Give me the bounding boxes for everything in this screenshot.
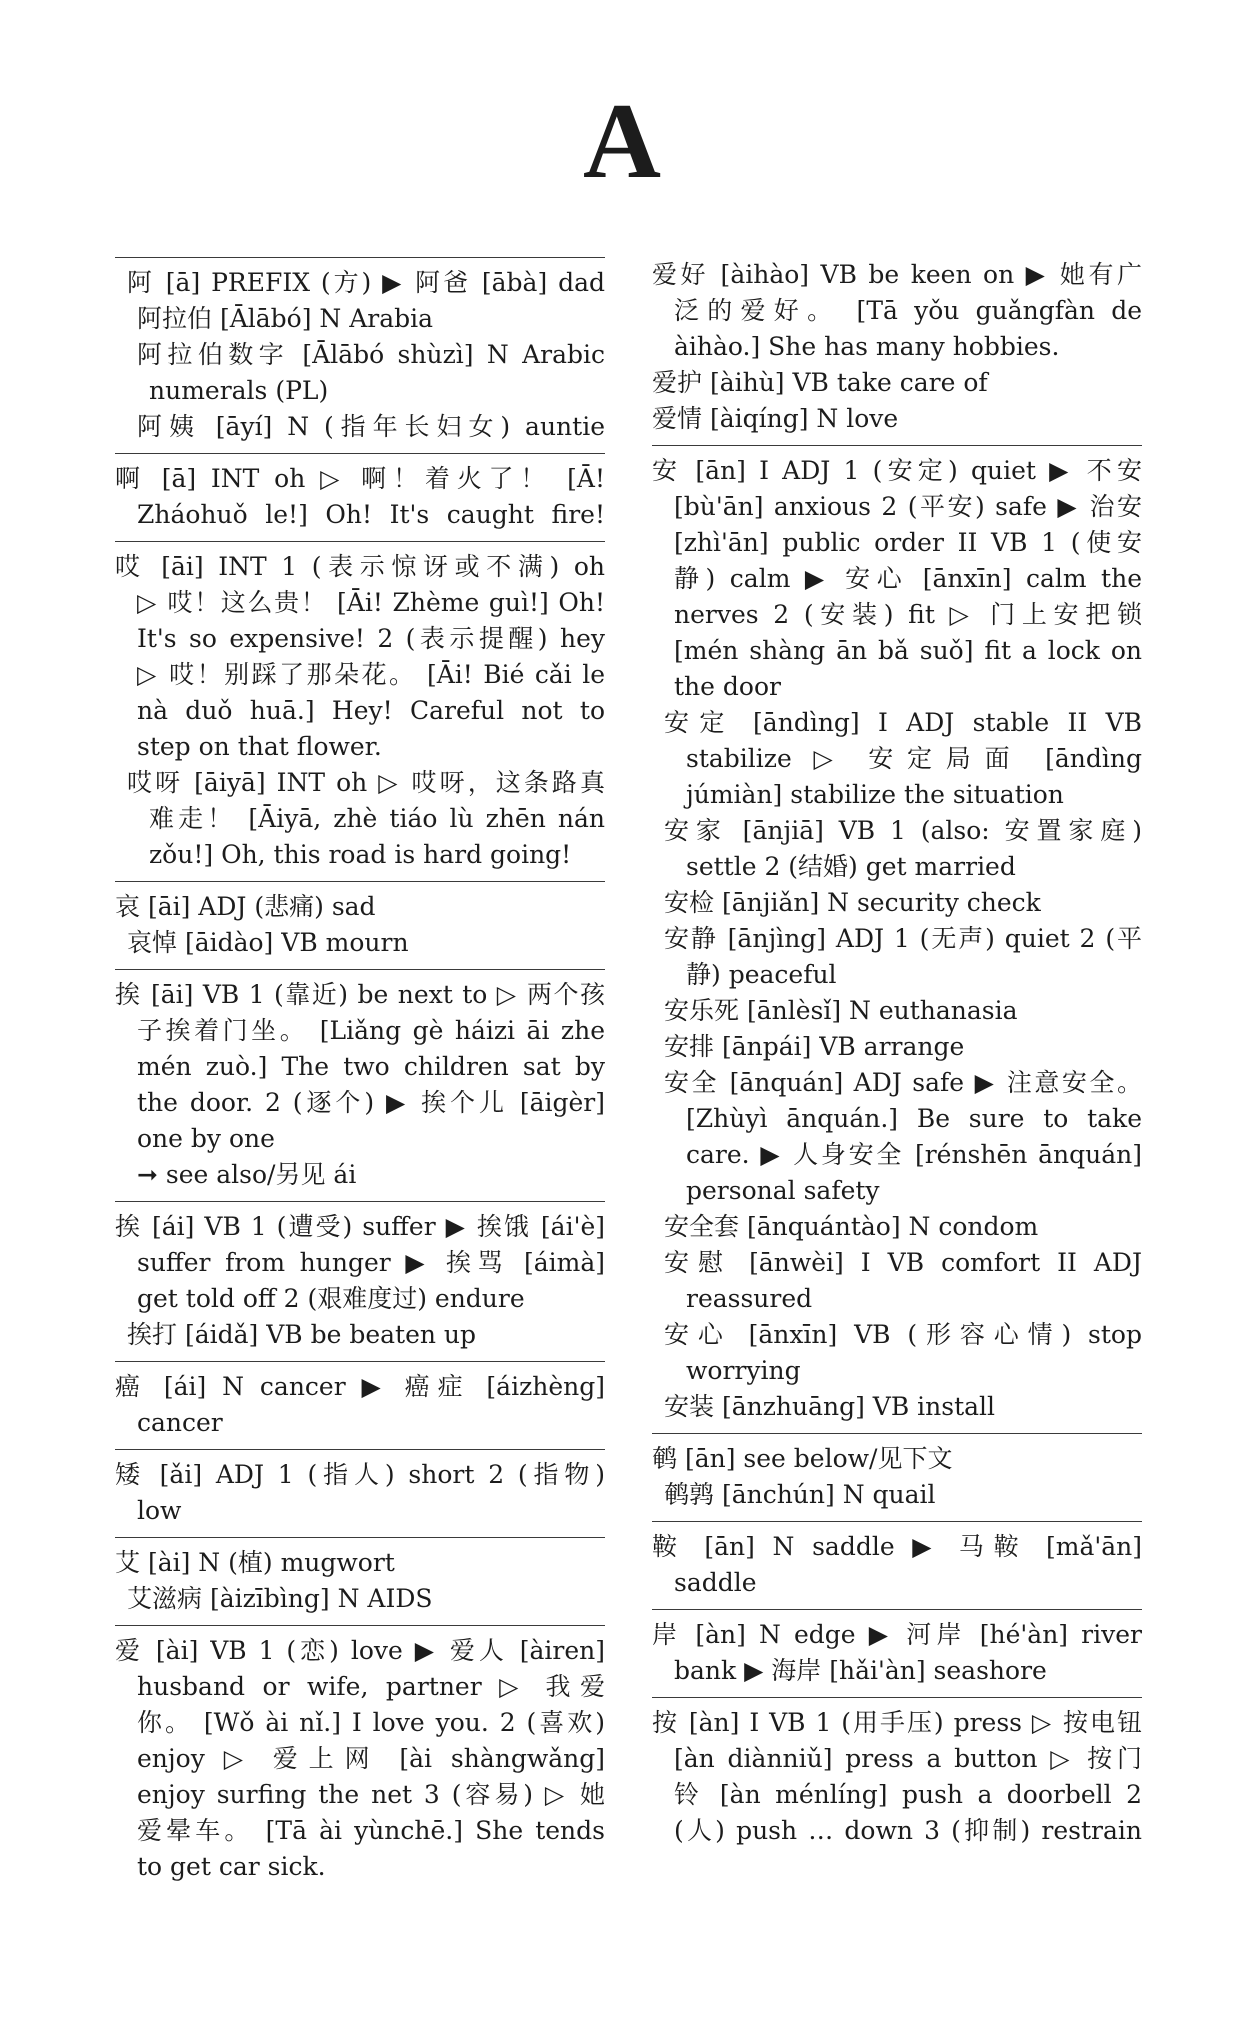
entry-line: suffer from hunger ▶ 挨骂 [áimà]	[137, 1248, 605, 1277]
entry-ai-love	[115, 1625, 605, 1885]
entry-line: 安定 [āndìng] I ADJ stable II VB	[664, 708, 1142, 737]
entry-line: àihào.] She has many hobbies.	[674, 332, 1060, 361]
entry-line: step on that flower.	[137, 732, 382, 761]
entry-an-edge	[652, 1609, 1142, 1689]
entry-line: 静) peaceful	[686, 960, 837, 989]
entry-line: 鹌鹑 [ānchún] N quail	[664, 1480, 936, 1509]
entry-an-saddle	[652, 1521, 1142, 1601]
entry-line: 按 [àn] I VB 1 (用手压) press ▷ 按电钮	[652, 1708, 1142, 1737]
entry-line: nà duǒ huā.] Hey! Careful not to	[137, 696, 605, 725]
entry-line: júmiàn] stabilize the situation	[686, 780, 1064, 809]
entry-line: numerals (PL)	[149, 376, 329, 405]
entry-line: 泛的爱好。 [Tā yǒu guǎngfàn de	[674, 296, 1142, 325]
entry-line: the door	[674, 672, 781, 701]
entry-line: 阿拉伯数字 [Ālābó shùzì] N Arabic	[137, 340, 605, 369]
entry-line: 安 [ān] I ADJ 1 (安定) quiet ▶ 不安	[652, 456, 1142, 485]
entry-line: 爱护 [àihù] VB take care of	[652, 368, 988, 397]
entry-line: 爱情 [àiqíng] N love	[652, 404, 899, 433]
entry-line: 你。 [Wǒ ài nǐ.] I love you. 2 (喜欢)	[137, 1708, 605, 1737]
entry-line: 艾 [ài] N (植) mugwort	[115, 1548, 395, 1577]
entry-line: zǒu!] Oh, this road is hard going!	[149, 840, 572, 869]
entry-line: worrying	[686, 1356, 801, 1385]
entry-line: 安全套 [ānquántào] N condom	[664, 1212, 1039, 1241]
entry-a-int	[115, 453, 605, 533]
entry-line: 挨打 [áidǎ] VB be beaten up	[127, 1320, 477, 1349]
entry-line: 挨 [ái] VB 1 (遭受) suffer ▶ 挨饿 [ái'è]	[115, 1212, 605, 1241]
entry-ai-next	[115, 969, 605, 1193]
entry-line: 哀悼 [āidào] VB mourn	[127, 928, 409, 957]
right-column	[652, 257, 1142, 1857]
entry-line: 安检 [ānjiǎn] N security check	[664, 888, 1041, 917]
entry-line: 安装 [ānzhuāng] VB install	[664, 1392, 996, 1421]
entry-line: [Zhùyì ānquán.] Be sure to take	[686, 1104, 1142, 1133]
entry-line: bank ▶ 海岸 [hǎi'àn] seashore	[674, 1656, 1047, 1685]
entry-line: 岸 [àn] N edge ▶ 河岸 [hé'àn] river	[652, 1620, 1142, 1649]
left-column	[115, 257, 605, 1893]
entry-line: 安慰 [ānwèi] I VB comfort II ADJ	[664, 1248, 1142, 1277]
entry-line: [bù'ān] anxious 2 (平安) safe ▶ 治安	[674, 492, 1142, 521]
entry-line: (人) push … down 3 (抑制) restrain	[674, 1816, 1142, 1845]
entry-line: 安乐死 [ānlèsǐ] N euthanasia	[664, 996, 1018, 1025]
entry-line: 癌 [ái] N cancer ▶ 癌症 [áizhèng]	[115, 1372, 605, 1401]
entry-line: care. ▶ 人身安全 [rénshēn ānquán]	[686, 1140, 1142, 1169]
entry-an	[652, 445, 1142, 1425]
entry-line: 静) calm ▶ 安心 [ānxīn] calm the	[674, 564, 1142, 593]
entry-ai-suffer	[115, 1201, 605, 1353]
entry-aihao	[652, 257, 1142, 437]
entry-line: 安家 [ānjiā] VB 1 (also: 安置家庭)	[664, 816, 1142, 845]
entry-line: 挨 [āi] VB 1 (靠近) be next to ▷ 两个孩	[115, 980, 605, 1009]
entry-an-quail	[652, 1433, 1142, 1513]
entry-line: [àn diànniǔ] press a button ▷ 按门	[674, 1744, 1142, 1773]
entry-line: 难走！ [Āiyā, zhè tiáo lù zhēn nán	[149, 804, 605, 833]
entry-line: 爱好 [àihào] VB be keen on ▶ 她有广	[652, 260, 1142, 289]
section-letter: A	[583, 82, 661, 201]
entry-line: enjoy ▷ 爱上网 [ài shàngwǎng]	[137, 1744, 605, 1773]
entry-line: 哀 [āi] ADJ (悲痛) sad	[115, 892, 376, 921]
entry-line: 安全 [ānquán] ADJ safe ▶ 注意安全。	[664, 1068, 1142, 1097]
entry-line: low	[137, 1496, 182, 1525]
entry-line: 安心 [ānxīn] VB (形容心情) stop	[664, 1320, 1142, 1349]
entry-line: 鹌 [ān] see below/见下文	[652, 1444, 953, 1473]
entry-line: get told off 2 (艰难度过) endure	[137, 1284, 525, 1313]
entry-line: enjoy surfing the net 3 (容易) ▷ 她	[137, 1780, 605, 1809]
entry-line: 子挨着门坐。 [Liǎng gè háizi āi zhe	[137, 1016, 605, 1045]
entry-line: 安排 [ānpái] VB arrange	[664, 1032, 965, 1061]
entry-line: 安静 [ānjìng] ADJ 1 (无声) quiet 2 (平	[664, 924, 1142, 953]
entry-line: Zháohuǒ le!] Oh! It's caught fire!	[137, 500, 605, 529]
entry-line: 阿姨 [āyí] N (指年长妇女) auntie	[137, 412, 605, 441]
entry-an-press	[652, 1697, 1142, 1849]
entry-line: 铃 [àn ménlíng] push a doorbell 2	[674, 1780, 1142, 1809]
entry-line: mén zuò.] The two children sat by	[137, 1052, 605, 1081]
entry-line: It's so expensive! 2 (表示提醒) hey	[137, 624, 605, 653]
entry-ai-mugwort	[115, 1537, 605, 1617]
entry-line: reassured	[686, 1284, 813, 1313]
entry-line: to get car sick.	[137, 1852, 326, 1881]
entry-line: 爱 [ài] VB 1 (恋) love ▶ 爱人 [àiren]	[115, 1636, 605, 1665]
entry-line: ▷ 哎！这么贵！ [Āi! Zhème guì!] Oh!	[137, 588, 605, 617]
entry-line: ▷ 哎！别踩了那朵花。 [Āi! Bié cǎi le	[137, 660, 605, 689]
entry-line: nerves 2 (安装) fit ▷ 门上安把锁	[674, 600, 1142, 629]
entry-ai	[115, 541, 605, 873]
entry-line: 阿拉伯 [Ālābó] N Arabia	[137, 304, 434, 333]
entry-line: one by one	[137, 1124, 275, 1153]
entry-line: [zhì'ān] public order II VB 1 (使安	[674, 528, 1142, 557]
entry-line: husband or wife, partner ▷ 我爱	[137, 1672, 605, 1701]
entry-a	[115, 257, 605, 445]
entry-ai-sad	[115, 881, 605, 961]
entry-line: 啊 [ā] INT oh ▷ 啊！着火了！ [Ā!	[115, 464, 605, 493]
entry-line: personal safety	[686, 1176, 880, 1205]
entry-line: 阿 [ā] PREFIX (方) ▶ 阿爸 [ābà] dad	[127, 268, 605, 297]
entry-line: 鞍 [ān] N saddle ▶ 马鞍 [mǎ'ān]	[652, 1532, 1142, 1561]
entry-line: the door. 2 (逐个) ▶ 挨个儿 [āigèr]	[137, 1088, 605, 1117]
entry-line: 矮 [ǎi] ADJ 1 (指人) short 2 (指物)	[115, 1460, 605, 1489]
entry-ai-short	[115, 1449, 605, 1529]
entry-line: 爱晕车。 [Tā ài yùnchē.] She tends	[137, 1816, 605, 1845]
entry-line: stabilize ▷ 安定局面 [āndìng	[686, 744, 1142, 773]
entry-line: [mén shàng ān bǎ suǒ] fit a lock on	[674, 636, 1142, 665]
entry-line: cancer	[137, 1408, 223, 1437]
entry-line: 艾滋病 [àizībìng] N AIDS	[127, 1584, 433, 1613]
entry-line: ➞ see also/另见 ái	[137, 1160, 357, 1189]
entry-line: 哎呀 [āiyā] INT oh ▷ 哎呀，这条路真	[127, 768, 605, 797]
entry-line: settle 2 (结婚) get married	[686, 852, 1016, 881]
entry-line: 哎 [āi] INT 1 (表示惊讶或不满) oh	[115, 552, 605, 581]
entry-line: saddle	[674, 1568, 757, 1597]
entry-ai-cancer	[115, 1361, 605, 1441]
